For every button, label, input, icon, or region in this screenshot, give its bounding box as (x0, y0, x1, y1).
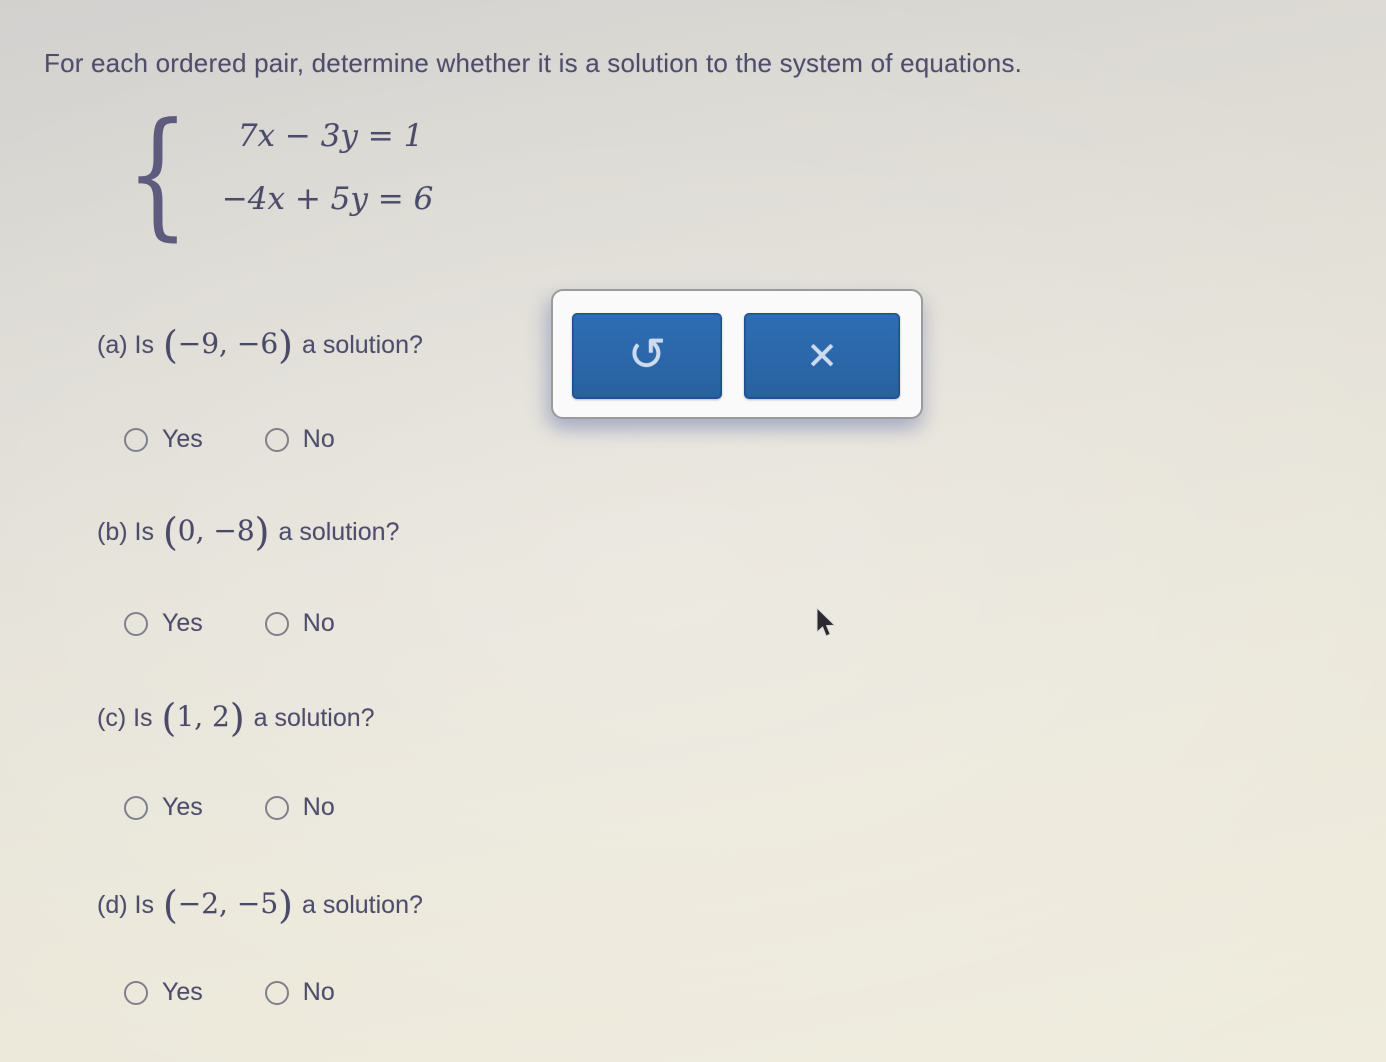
question-a-lead: (a) Is (97, 331, 154, 359)
x-icon: ✕ (806, 334, 838, 378)
radio-no-b[interactable] (265, 612, 289, 636)
label-yes-c: Yes (162, 793, 203, 821)
question-d-lead: (d) Is (97, 891, 154, 919)
question-a-options (124, 425, 335, 454)
question-d-tail: a solution? (301, 891, 423, 919)
question-b (97, 510, 400, 554)
question-b-lead: (b) Is (97, 518, 154, 546)
question-c-options (124, 793, 335, 822)
radio-yes-c[interactable] (124, 796, 148, 820)
question-d-pair: (−2, −5) (162, 883, 293, 927)
label-yes-d: Yes (162, 978, 203, 1006)
question-c-lead: (c) Is (97, 704, 153, 732)
equation-system (126, 93, 434, 254)
question-a (97, 323, 423, 367)
radio-no-a[interactable] (265, 428, 289, 452)
question-b-tail: a solution? (278, 518, 400, 546)
question-a-tail: a solution? (301, 331, 423, 359)
equation-1: 7x − 3y = 1 (237, 118, 424, 154)
clear-button[interactable] (744, 313, 900, 399)
mouse-cursor (815, 607, 841, 643)
question-b-options (124, 609, 335, 638)
question-b-pair: (0, −8) (162, 510, 270, 554)
label-no-c: No (302, 793, 335, 821)
label-yes-b: Yes (162, 609, 203, 637)
question-c-pair: (1, 2) (161, 696, 245, 740)
equation-2: −4x + 5y = 6 (221, 181, 434, 217)
radio-yes-a[interactable] (124, 428, 148, 452)
label-yes-a: Yes (162, 425, 203, 453)
equation-list (222, 100, 434, 248)
question-d (97, 883, 423, 927)
question-c (97, 696, 375, 740)
question-d-options (124, 978, 335, 1007)
system-brace: { (126, 93, 190, 254)
label-no-a: No (302, 425, 335, 453)
label-no-b: No (302, 609, 335, 637)
question-a-pair: (−9, −6) (162, 323, 293, 367)
radio-no-c[interactable] (265, 796, 289, 820)
undo-arrow-icon: ↺ (627, 327, 667, 381)
radio-yes-d[interactable] (124, 981, 148, 1005)
label-no-d: No (302, 978, 335, 1006)
answer-toolbar (551, 289, 923, 419)
radio-yes-b[interactable] (124, 612, 148, 636)
question-c-tail: a solution? (253, 704, 375, 732)
undo-button[interactable] (572, 313, 722, 399)
radio-no-d[interactable] (265, 981, 289, 1005)
problem-statement: For each ordered pair, determine whether it is a solution to the system of equations. (44, 48, 1023, 78)
